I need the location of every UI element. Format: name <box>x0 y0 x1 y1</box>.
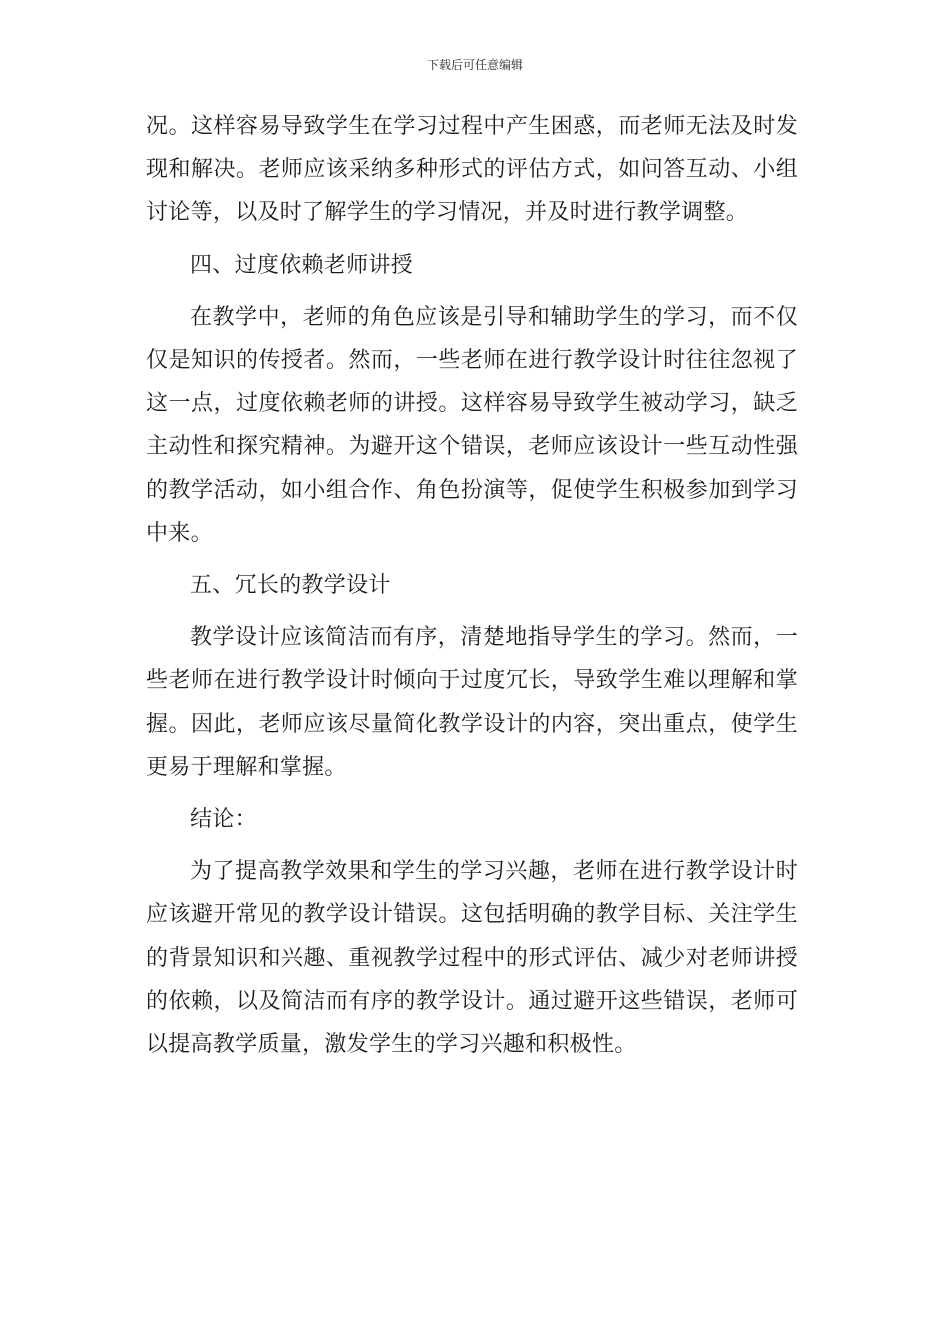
page-header: 下载后可任意编辑 <box>426 58 523 72</box>
paragraph-continued: 况。这样容易导致学生在学习过程中产生困惑，而老师无法及时发现和解决。老师应该采纳多种形式的评估方式，如问答互动、小组讨论等，以及时了解学生的学习情况，并及时进行教学调整。 <box>146 114 798 226</box>
document-body <box>146 105 798 1075</box>
section-heading-4: 四、过度依赖老师讲授 <box>190 252 414 278</box>
paragraph-conclusion: 为了提高教学效果和学生的学习兴趣，老师在进行教学设计时应该避开常见的教学设计错误。这包括明确的教学目标、关注学生的背景知识和兴趣、重视教学过程中的形式评估、减少对老师讲授的依赖，以及简洁而有序的教学设计。通过避开这些错误，老师可以提高教学质量，激发学生的学习兴趣和积极性。 <box>146 859 798 1058</box>
paragraph-section-5: 教学设计应该简洁而有序，清楚地指导学生的学习。然而，一些老师在进行教学设计时倾向于过度冗长，导致学生难以理解和掌握。因此，老师应该尽量简化教学设计的内容，突出重点，使学生更易于理解和掌握。 <box>146 625 798 780</box>
conclusion-heading: 结论： <box>190 807 257 833</box>
paragraph-section-4: 在教学中，老师的角色应该是引导和辅助学生的学习，而不仅仅是知识的传授者。然而，一些老师在进行教学设计时往往忽视了这一点，过度依赖老师的讲授。这样容易导致学生被动学习，缺乏主动性和探究精神。为避开这个错误，老师应该设计一些互动性强的教学活动，如小组合作、角色扮演等，促使学生积极参加到学习中来。 <box>146 304 798 546</box>
section-heading-5: 五、冗长的教学设计 <box>190 573 391 599</box>
